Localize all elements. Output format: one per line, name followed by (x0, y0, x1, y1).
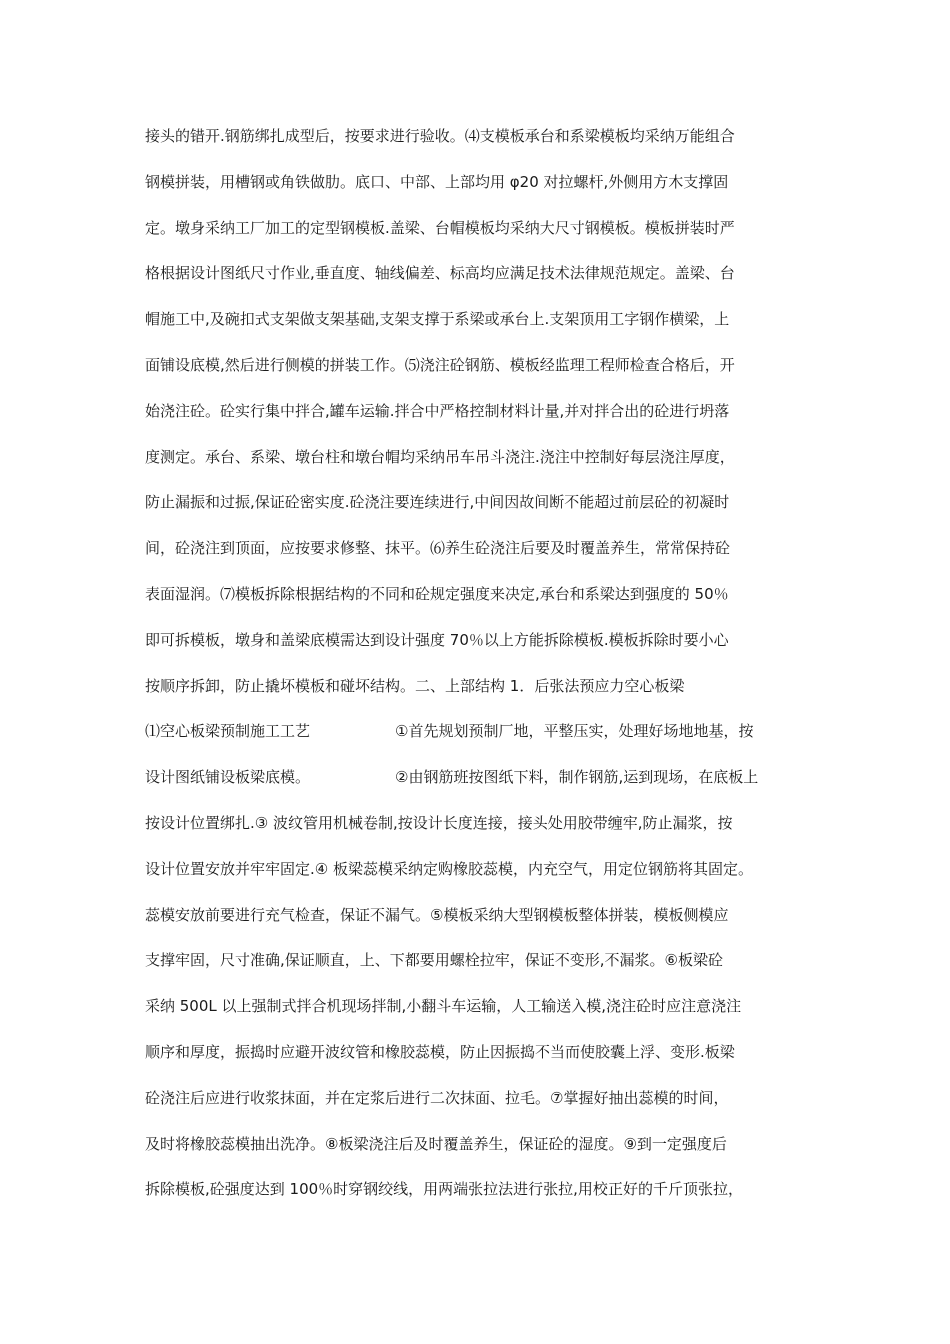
text-line: 防止漏振和过振,保证砼密实度.砼浇注要连续进行,中间因故间断不能超过前层砼的初凝时 (145, 493, 730, 512)
text-line: 按顺序拆卸，防止撬坏模板和碰坏结构。二、上部结构 1．后张法预应力空心板梁 (145, 676, 685, 695)
tabbed-line (145, 761, 835, 807)
text-line: 即可拆模板，墩身和盖梁底模需达到设计强度 70％以上方能拆除模板.模板拆除时要小心 (145, 630, 729, 649)
tabbed-line-left: 设计图纸铺设板梁底模。 (145, 768, 311, 787)
text-line: 始浇注砼。砼实行集中拌合,罐车运输.拌合中严格控制材料计量,并对拌合出的砼进行坍落 (145, 401, 730, 420)
text-line: 顺序和厚度，振捣时应避开波纹管和橡胶蕊模，防止因振捣不当而使胶囊上浮、变形.板梁 (145, 1042, 735, 1061)
text-line: 度测定。承台、系梁、墩台柱和墩台帽均采纳吊车吊斗浇注.浇注中控制好每层浇注厚度， (145, 447, 735, 466)
text-line: 间，砼浇注到顶面，应按要求修整、抹平。⑹养生砼浇注后要及时覆盖养生，常常保持砼 (145, 539, 731, 558)
text-line: 面铺设底模,然后进行侧模的拼装工作。⑸浇注砼钢筋、模板经监理工程师检查合格后，开 (145, 355, 735, 374)
tabbed-line-right: ①首先规划预制厂地，平整压实，处理好场地地基，按 (395, 722, 754, 741)
text-line: 钢模拼装，用槽钢或角铁做肋。底口、中部、上部均用 φ20 对拉螺杆,外侧用方木支撑固 (145, 172, 729, 191)
tabbed-line-right: ②由钢筋班按图纸下料，制作钢筋,运到现场，在底板上 (395, 768, 759, 787)
text-line: 采纳 500L 以上强制式拌合机现场拌制,小翻斗车运输，人工输送入模,浇注砼时应注意浇注 (145, 997, 742, 1016)
text-line: 帽施工中,及碗扣式支架做支架基础,支架支撑于系梁或承台上.支架顶用工字钢作横梁，上 (145, 310, 730, 329)
text-line: 支撑牢固，尺寸准确,保证顺直，上、下都要用螺栓拉牢，保证不变形,不漏浆。⑥板梁砼 (145, 951, 723, 970)
text-line: 定。墩身采纳工厂加工的定型钢模板.盖梁、台帽模板均采纳大尺寸钢模板。模板拼装时严 (145, 218, 735, 237)
text-line: 蕊模安放前要进行充气检查，保证不漏气。⑤模板采纳大型钢模板整体拼装，模板侧模应 (145, 905, 729, 924)
text-line: 接头的错开.钢筋绑扎成型后，按要求进行验收。⑷支模板承台和系梁模板均采纳万能组合 (145, 127, 735, 145)
text-line: 砼浇注后应进行收浆抹面，并在定浆后进行二次抹面、拉毛。⑦掌握好抽出蕊模的时间， (145, 1088, 729, 1107)
text-line: 格根据设计图纸尺寸作业,垂直度、轴线偏差、标高均应满足技术法律规范规定。盖梁、台 (145, 264, 735, 283)
tabbed-line-left: ⑴空心板梁预制施工工艺 (145, 722, 311, 741)
text-line: 及时将橡胶蕊模抽出洗净。⑧板梁浇注后及时覆盖养生，保证砼的湿度。⑨到一定强度后 (145, 1134, 727, 1153)
tabbed-line (145, 715, 835, 761)
text-line: 表面湿润。⑺模板拆除根据结构的不同和砼规定强度来决定,承台和系梁达到强度的 50％ (145, 584, 729, 603)
text-line: 按设计位置绑扎.③ 波纹管用机械卷制,按设计长度连接，接头处用胶带缠牢,防止漏浆，按 (145, 813, 733, 832)
text-line: 设计位置安放并牢牢固定.④ 板梁蕊模采纳定购橡胶蕊模，内充空气，用定位钢筋将其固定。 (145, 859, 753, 878)
document-body (145, 120, 835, 1219)
text-line: 拆除模板,砼强度达到 100％时穿钢绞线，用两端张拉法进行张拉,用校正好的千斤顶张拉， (145, 1180, 743, 1199)
